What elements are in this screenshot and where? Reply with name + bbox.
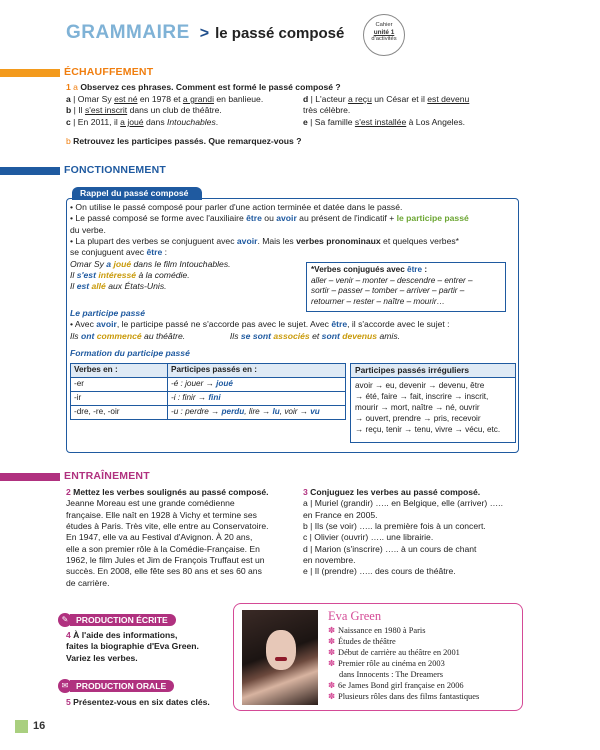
list-item: ✽ 6e James Bond girl française en 2006 bbox=[328, 680, 464, 690]
example-3: Il est allé aux États-Unis. bbox=[70, 281, 167, 292]
irregular-line: mourir → mort, naître → né, ouvrir bbox=[355, 403, 480, 413]
list-item-cont: dans Innocents : The Dreamers bbox=[339, 669, 444, 679]
production-orale-label: PRODUCTION ORALE bbox=[70, 680, 174, 692]
table-cell: -u : perdre → perdu, lire → lu, voir → vu bbox=[168, 405, 346, 419]
table-row bbox=[71, 391, 346, 405]
exercise-4 bbox=[66, 630, 231, 664]
list-item: a | Omar Sy est né en 1978 et a grandi en banlieue. bbox=[66, 94, 264, 104]
page-marker bbox=[15, 720, 28, 733]
participe-rule: • Avec avoir, le participe passé ne s'accorde pas avec le sujet. Avec être, il s'accorde avec le sujet : bbox=[70, 319, 450, 330]
example-1: Omar Sy a joué dans le film Intouchables. bbox=[70, 258, 231, 269]
q1-text: Observez ces phrases. Comment est formé le passé composé ? bbox=[80, 82, 341, 92]
q1b-prompt bbox=[66, 136, 526, 147]
q2-prompt: 2 Mettez les verbes soulignés au passé composé. bbox=[66, 487, 269, 497]
etre-box-line: retourner – rester – naître – mourir… bbox=[311, 296, 445, 306]
table-header-row bbox=[71, 364, 346, 378]
q3-line: en France en 2005. bbox=[303, 509, 378, 520]
list-item: ✽ Naissance en 1980 à Paris bbox=[328, 625, 426, 635]
irregular-box bbox=[350, 363, 516, 443]
etre-box-title: *Verbes conjugués avec être : bbox=[311, 265, 428, 274]
q4-line: 4 À l'aide des informations, bbox=[66, 630, 178, 640]
q2-line: succès. En 2008, elle fête ses 80 ans et ses 60 ans bbox=[66, 566, 262, 577]
eva-green-name: Eva Green bbox=[328, 609, 382, 623]
q4-line: faites la biographie d'Eva Green. bbox=[66, 641, 199, 652]
list-item: e | Sa famille s'est installée à Los Angeles. bbox=[303, 116, 466, 127]
q2-line: Jeanne Moreau est une grande comédienne bbox=[66, 498, 235, 509]
irregular-line: → été, faire → fait, inscrire → inscrit, bbox=[355, 392, 489, 402]
list-item: b | Il s'est inscrit dans un club de théâtre. bbox=[66, 105, 222, 116]
table-row bbox=[71, 405, 346, 419]
production-orale-tag bbox=[58, 679, 174, 693]
example-2: Il s'est intéressé à la comédie. bbox=[70, 270, 190, 281]
production-ecrite-tag bbox=[58, 613, 176, 627]
table-cell: -dre, -re, -oir bbox=[71, 405, 168, 419]
q1-right-list bbox=[303, 94, 528, 128]
list-item: ✽ Premier rôle au cinéma en 2003 bbox=[328, 658, 445, 668]
cahier-line1: Cahier bbox=[375, 22, 393, 28]
bullet-2: • Le passé composé se forme avec l'auxiliaire être ou avoir au présent de l'indicatif + le participe passé bbox=[70, 213, 469, 224]
q1-letter: a bbox=[73, 82, 78, 92]
page-number: 16 bbox=[33, 720, 46, 732]
exercise-5: 5 Présentez-vous en six dates clés. bbox=[66, 697, 210, 707]
table-cell: -ir bbox=[71, 391, 168, 405]
eva-green-lips bbox=[275, 657, 287, 661]
q3-prompt: 3 Conjuguez les verbes au passé composé. bbox=[303, 487, 481, 497]
entrainement-heading bbox=[0, 470, 150, 483]
q2-line: études à Paris. Très vite, elle entre au Conservatoire. bbox=[66, 521, 269, 532]
q3-line: en novembre. bbox=[303, 555, 356, 566]
q4-line: Variez les verbes. bbox=[66, 652, 138, 663]
table-row bbox=[71, 377, 346, 391]
q2-line: elle a son premier rôle à la Comédie-Française. En bbox=[66, 543, 260, 554]
q3-line: b | Ils (se voir) ….. la première fois à un concert. bbox=[303, 521, 486, 532]
list-item: ✽ Plusieurs rôles dans des films fantastiques bbox=[328, 692, 480, 702]
irregular-line: → reçu, tenir → tenu, vivre → vécu, etc. bbox=[355, 425, 501, 435]
q3-line: e | Il (prendre) ….. des cours de théâtre. bbox=[303, 566, 456, 577]
list-item: c | En 2011, il a joué dans Intouchables. bbox=[66, 116, 219, 127]
q1-prompt bbox=[66, 82, 526, 93]
irregular-line: → ouvert, prendre → pris, recevoir bbox=[355, 414, 481, 424]
q1b-text: Retrouvez les participes passés. Que remarquez-vous ? bbox=[73, 136, 302, 146]
eva-facts bbox=[328, 625, 518, 703]
table-cell: -er bbox=[71, 377, 168, 391]
irregular-list bbox=[351, 378, 515, 437]
bullet-2-cont: du verbe. bbox=[70, 224, 106, 235]
bullet-3-cont: se conjuguent avec être : bbox=[70, 247, 167, 258]
table-header: Participes passés en : bbox=[168, 364, 346, 378]
exercise-3 bbox=[303, 487, 528, 578]
q1-left-list bbox=[66, 94, 306, 128]
irregular-heading: Participes passés irréguliers bbox=[351, 364, 515, 378]
irregular-line: avoir → eu, devenir → devenu, être bbox=[355, 381, 485, 391]
bullet-1: • On utilise le passé composé pour parler d'une action terminée et datée dans le passé. bbox=[70, 202, 403, 212]
exercise-2 bbox=[66, 487, 296, 589]
q2-line: de carrière. bbox=[66, 577, 110, 588]
formation-table bbox=[70, 363, 346, 420]
participe-examples: Ils ont commencé au théâtre. Ils se sont associés et sont devenus amis. bbox=[70, 330, 400, 341]
echauffement-heading bbox=[0, 66, 153, 79]
page-subtitle: le passé composé bbox=[215, 25, 345, 42]
etre-box-line: sortir – passer – tomber – arriver – partir – bbox=[311, 286, 465, 296]
q2-line: En 1947, elle va au Festival d'Avignon. À 20 ans, bbox=[66, 532, 253, 543]
table-cell: -é : jouer → joué bbox=[168, 377, 346, 391]
title-arrow: > bbox=[199, 25, 210, 42]
list-item: d | L'acteur a reçu un César et il est devenu bbox=[303, 94, 470, 104]
q2-line: 1962, le film Jules et Jim de François Truffaut est un bbox=[66, 555, 265, 566]
etre-verbs-box bbox=[306, 262, 506, 312]
section-title: GRAMMAIRE bbox=[66, 22, 190, 43]
formation-heading: Formation du participe passé bbox=[70, 348, 190, 359]
fonctionnement-label: FONCTIONNEMENT bbox=[64, 163, 166, 176]
etre-box-line: aller – venir – monter – descendre – entrer – bbox=[311, 275, 473, 285]
entrainement-label: ENTRAÎNEMENT bbox=[64, 469, 150, 482]
q1-number: 1 bbox=[66, 82, 71, 92]
speech-bubble-icon: ✉ bbox=[58, 679, 72, 693]
participe-heading: Le participe passé bbox=[70, 308, 145, 318]
eva-green-info bbox=[328, 608, 518, 702]
rappel-tab: Rappel du passé composé bbox=[72, 187, 202, 200]
fonctionnement-heading bbox=[0, 164, 166, 177]
q3-line: d | Marion (s'inscrire) ….. à un cours de chant bbox=[303, 543, 477, 554]
q1b-letter: b bbox=[66, 136, 71, 146]
echauffement-label: ÉCHAUFFEMENT bbox=[64, 65, 154, 78]
production-ecrite-label: PRODUCTION ÉCRITE bbox=[70, 614, 176, 626]
cahier-line3: d'activités bbox=[371, 36, 397, 43]
table-header: Verbes en : bbox=[71, 364, 168, 378]
q2-line: française. Elle naît en 1928 à Vichy et termine ses bbox=[66, 509, 257, 520]
list-item: ✽ Début de carrière au théâtre en 2001 bbox=[328, 647, 460, 657]
q3-line: c | Olivier (ouvrir) ….. une librairie. bbox=[303, 532, 434, 543]
cahier-line2: unité 1 bbox=[373, 28, 395, 36]
list-item-cont: très célèbre. bbox=[303, 105, 351, 116]
eva-green-face bbox=[266, 630, 296, 670]
table-cell: -i : finir → fini bbox=[168, 391, 346, 405]
participe-section bbox=[70, 308, 516, 359]
pencil-icon: ✎ bbox=[58, 613, 72, 627]
bullet-3: • La plupart des verbes se conjuguent avec avoir. Mais les verbes pronominaux et quelques verbes* bbox=[70, 236, 460, 247]
q3-line: a | Muriel (grandir) ….. en Belgique, elle (arriver) ….. bbox=[303, 498, 503, 509]
cahier-badge bbox=[363, 14, 405, 56]
list-item: ✽ Études de théâtre bbox=[328, 636, 396, 646]
